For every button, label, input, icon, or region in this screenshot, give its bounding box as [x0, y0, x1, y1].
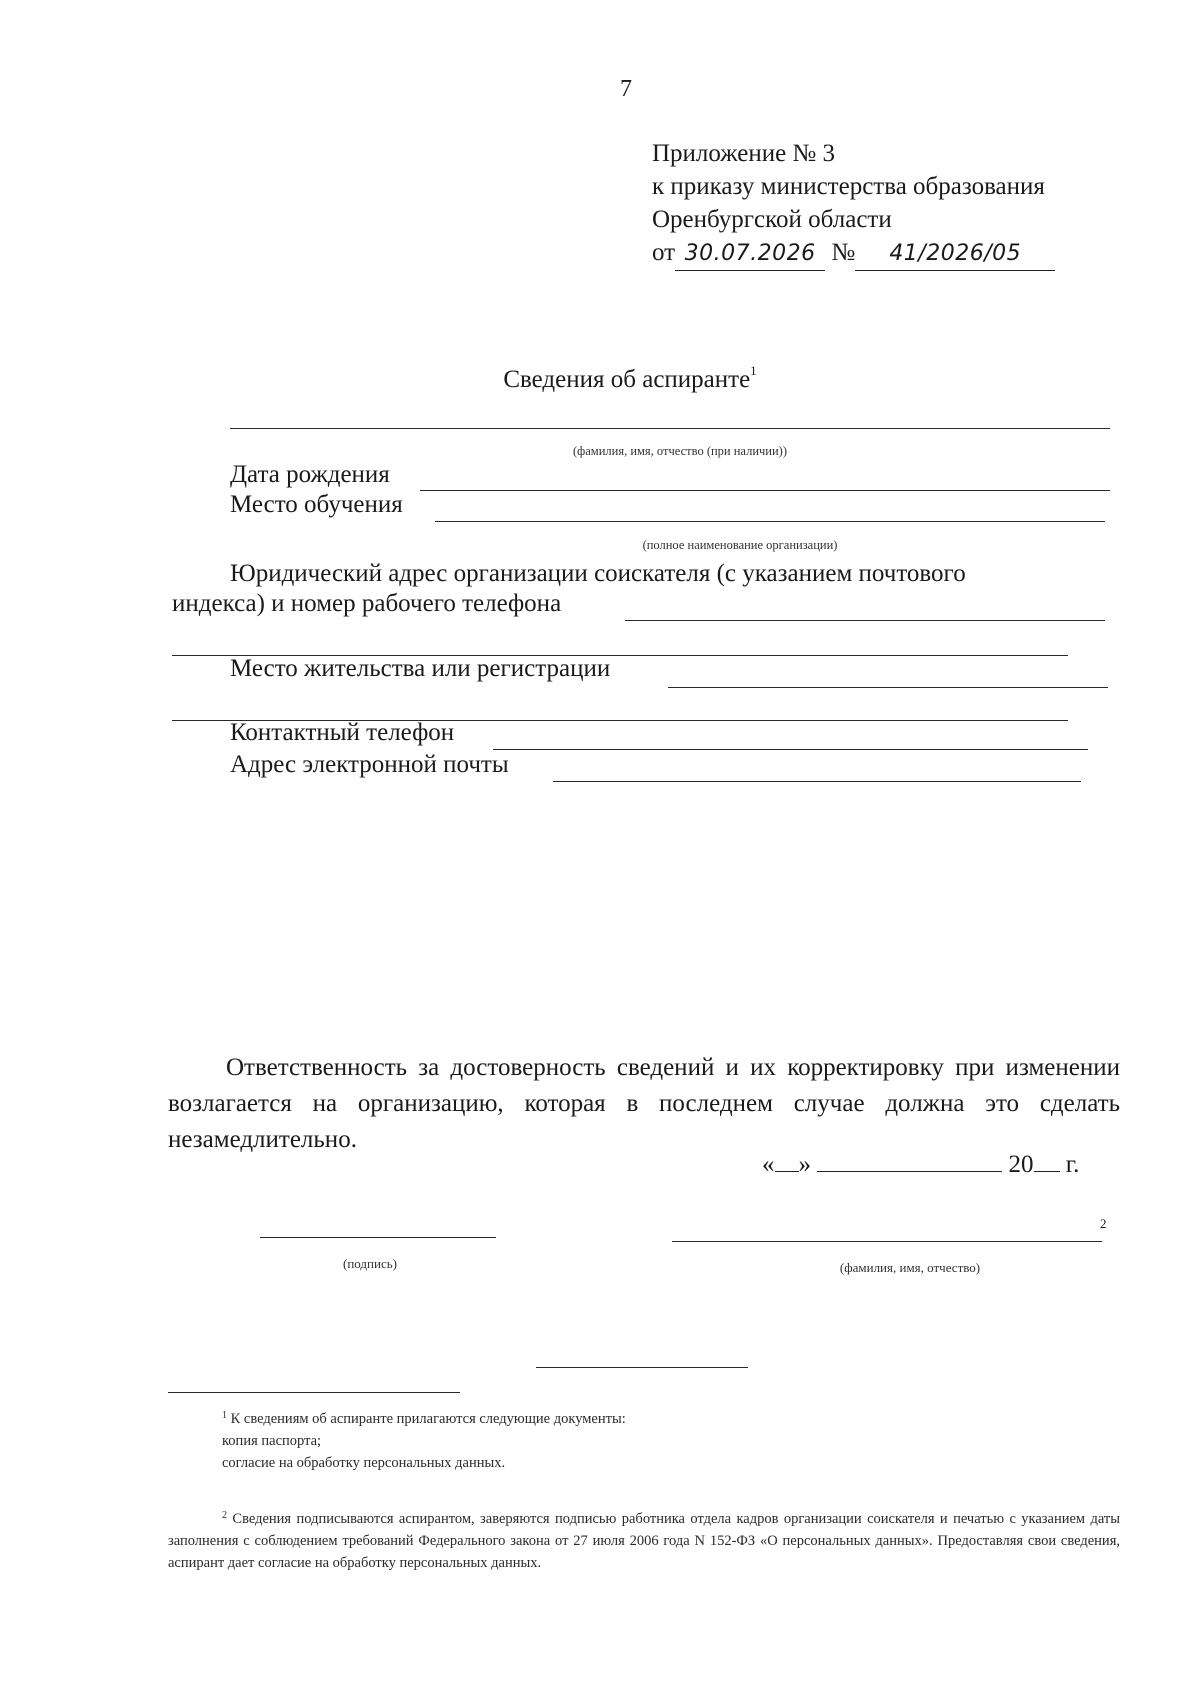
year-prefix: 20 — [1008, 1151, 1034, 1178]
year-blank[interactable] — [1034, 1171, 1060, 1172]
appendix-region-line: Оренбургской области — [652, 206, 892, 233]
footnote-2-text: Сведения подписываются аспирантом, заверяются подписью работника отдела кадров организации соискателя и печатью с указанием даты заполнения с соблюдением требований Федерального закона от 27 июля 2006 года N 152-ФЗ «О персональных данных». Предоставляя свои сведения, аспирант дает согласие на обработку персональных данных. — [168, 1511, 1121, 1571]
email-line[interactable] — [553, 781, 1081, 782]
phone-line[interactable] — [493, 749, 1088, 750]
center-separator — [536, 1367, 748, 1368]
date-close-quote: » — [798, 1151, 811, 1178]
form-title — [0, 363, 1200, 394]
form-title-text: Сведения об аспиранте — [503, 366, 751, 393]
name-caption: (фамилия, имя, отчество) — [839, 1260, 981, 1275]
residence-line-1[interactable] — [668, 687, 1108, 688]
study-place-line[interactable] — [435, 521, 1105, 522]
fio-line[interactable] — [230, 428, 1110, 429]
footnote-mark-2: 2 — [1100, 1216, 1107, 1231]
footnote-2 — [168, 1505, 1120, 1574]
order-date: 30.07.2026 — [675, 237, 825, 271]
date-fill-line — [762, 1150, 1079, 1180]
footnote-1-line3: согласие на обработку персональных данных. — [222, 1455, 506, 1471]
birth-date-label: Дата рождения — [230, 461, 390, 488]
number-prefix: № — [831, 239, 856, 266]
footnote-1-mark: 1 — [222, 1410, 227, 1421]
footnote-1-line2: копия паспорта; — [222, 1433, 322, 1449]
signature-line[interactable] — [260, 1237, 496, 1238]
name-line[interactable] — [672, 1241, 1102, 1242]
birth-date-line[interactable] — [420, 490, 1110, 491]
responsibility-text: Ответственность за достоверность сведений и их корректировку при изменении возлагается на организацию, которая в последнем случае должна это сделать незамедлительно. — [168, 1054, 1120, 1153]
signature-caption: (подпись) — [343, 1256, 397, 1271]
appendix-title: Приложение № 3 — [652, 140, 836, 167]
page-number: 7 — [620, 76, 632, 102]
email-label: Адрес электронной почты — [230, 751, 509, 778]
org-caption: (полное наименование организации) — [642, 538, 838, 552]
date-open-quote: « — [762, 1151, 775, 1178]
appendix-header — [652, 137, 1055, 271]
footnote-separator — [168, 1392, 460, 1393]
date-prefix: от — [652, 239, 676, 266]
day-blank[interactable] — [775, 1171, 799, 1172]
fio-caption: (фамилия, имя, отчество (при наличии)) — [572, 444, 787, 458]
appendix-order-line: к приказу министерства образования — [652, 173, 1045, 200]
residence-label: Место жительства или регистрации — [230, 655, 611, 682]
study-place-label: Место обучения — [230, 491, 403, 518]
phone-label: Контактный телефон — [230, 719, 455, 746]
legal-address-label-2: индекса) и номер рабочего телефона — [172, 590, 562, 617]
year-suffix: г. — [1065, 1151, 1080, 1178]
footnote-1-text: К сведениям об аспиранте прилагаются следующие документы: — [230, 1411, 626, 1427]
legal-address-line-1[interactable] — [625, 620, 1105, 621]
month-blank[interactable] — [817, 1171, 1002, 1172]
footnote-1 — [222, 1405, 626, 1474]
legal-address-label-1: Юридический адрес организации соискателя (с указанием почтового — [230, 560, 966, 587]
appendix-date-number-line — [652, 236, 1055, 271]
footnote-2-mark: 2 — [222, 1510, 227, 1521]
footnote-mark-1: 1 — [750, 363, 757, 378]
footnote-1-line1 — [222, 1405, 626, 1430]
order-number: 41/2026/05 — [855, 237, 1055, 271]
